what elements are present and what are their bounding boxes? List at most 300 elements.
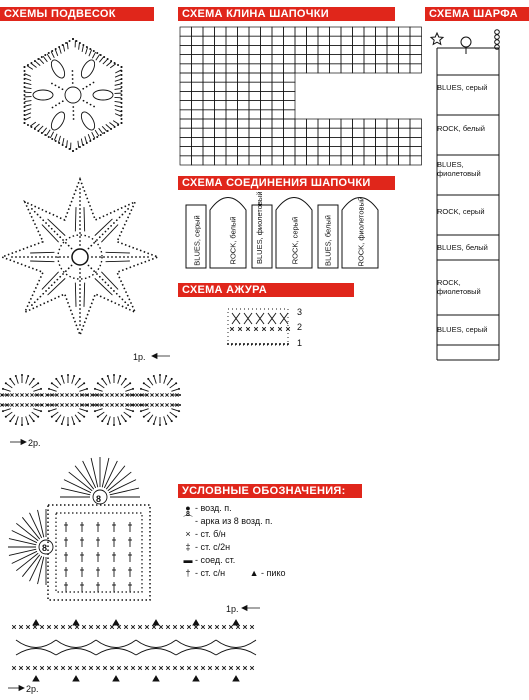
grid-cell [376, 64, 388, 73]
grid-cell [284, 137, 296, 146]
chain-dot [113, 222, 115, 224]
grid-cell [272, 36, 284, 45]
chain-dot [56, 233, 58, 235]
stitch-line [102, 379, 107, 385]
chain-dot [51, 256, 53, 258]
chain-dot [44, 134, 46, 136]
chain-dot [123, 256, 125, 258]
grid-cell [364, 45, 376, 54]
sc-cross [155, 403, 158, 406]
grid-cell [410, 147, 422, 156]
grid-cell [203, 45, 215, 54]
grid-cell [376, 147, 388, 156]
petal [49, 58, 68, 80]
grid-cell [226, 36, 238, 45]
star-outline [2, 179, 158, 335]
grid-cell [192, 36, 204, 45]
chain-dot [79, 204, 81, 206]
wave-arc [136, 640, 176, 648]
chain-dot [110, 225, 112, 227]
grid-cell [399, 137, 411, 146]
stitch-line [115, 84, 122, 86]
stitch-line [95, 409, 103, 411]
legend-row-arch: ⌒ - арка из 8 возд. п. [183, 516, 273, 527]
chain-dot [72, 38, 74, 40]
stitch-line [31, 63, 37, 67]
chain-dot [122, 299, 124, 301]
chain-dot [31, 304, 33, 306]
grid-cell [284, 27, 296, 36]
grid-cell [203, 82, 215, 91]
grid-cell [364, 55, 376, 64]
grid-cell [364, 137, 376, 146]
sc-cross [19, 625, 23, 629]
stitch-line [170, 383, 176, 388]
grid-cell [284, 128, 296, 137]
wave-arc [216, 640, 256, 648]
stitch-line [98, 412, 104, 417]
grid-cell [318, 128, 330, 137]
grid-cell [238, 27, 250, 36]
grid-cell [295, 156, 307, 165]
grid-cell [215, 119, 227, 128]
grid-cell [249, 147, 261, 156]
chain-dot [105, 231, 107, 233]
sc-cross [138, 625, 142, 629]
grid-cell [284, 156, 296, 165]
chain-dot [55, 140, 57, 142]
chain-dot [127, 208, 129, 210]
grid-cell [215, 55, 227, 64]
grid-cell [215, 128, 227, 137]
stitch-line [63, 45, 64, 52]
chain-dot [105, 282, 107, 284]
grid-cell [192, 82, 204, 91]
chain-dot [102, 233, 104, 235]
grid-cell [249, 156, 261, 165]
sc-cross [166, 625, 170, 629]
chain-dot [34, 211, 36, 213]
row-2-label-bottom: 2р. [26, 684, 39, 694]
chain-dot [88, 248, 90, 250]
sc-cross [26, 625, 30, 629]
stitch-line [25, 117, 31, 120]
sc-cross [208, 666, 212, 670]
stitch-line [88, 134, 91, 141]
grid-cell [180, 147, 192, 156]
chain-dot [107, 284, 109, 286]
sc-cross [117, 625, 121, 629]
stitch-line [6, 412, 12, 417]
chain-dot [48, 52, 50, 54]
grid-cell [364, 27, 376, 36]
grid-cell [226, 110, 238, 119]
grid-cell [410, 45, 422, 54]
grid-cell [192, 101, 204, 110]
grid-cell [203, 36, 215, 45]
petal [49, 110, 68, 132]
chain-dot [127, 256, 129, 258]
chain-dot [62, 239, 64, 241]
grid-cell [364, 119, 376, 128]
chain-dot [79, 200, 81, 202]
chain-dot [120, 98, 122, 100]
chain-dot [59, 236, 61, 238]
chain-dot [31, 208, 33, 210]
grid-cell [215, 101, 227, 110]
chain-dot [47, 256, 49, 258]
sc-cross [110, 393, 113, 396]
grid-cell [261, 73, 273, 82]
chain-dot [48, 287, 50, 289]
grid-cell [180, 128, 192, 137]
chain-dot [79, 224, 81, 226]
sc-cross [30, 403, 33, 406]
lace-row-1: 1 [297, 338, 303, 348]
chain-dot [56, 279, 58, 281]
chain-dot [31, 256, 33, 258]
stitch-line [25, 88, 32, 89]
petal [79, 110, 98, 132]
stitch-line [118, 416, 120, 424]
sc-cross [40, 666, 44, 670]
sc-cross [12, 625, 16, 629]
grid-cell [387, 137, 399, 146]
sc-cross [61, 666, 65, 670]
chain-dot [113, 290, 115, 292]
grid-cell [261, 82, 273, 91]
stitch-line [55, 49, 58, 56]
legend-row-tr: † - ст. с/н ▲ - пико [181, 567, 286, 580]
grid-cell [238, 73, 250, 82]
grid-cell [353, 27, 365, 36]
stitch-line [25, 101, 32, 102]
chain-dot [93, 82, 95, 84]
chain-dot [95, 256, 97, 258]
grid-cell [261, 55, 273, 64]
stitch-line [91, 458, 98, 487]
legend-row-dc: ‡ - ст. с/2н [181, 541, 286, 554]
grid-cell [261, 156, 273, 165]
grid-cell [307, 36, 319, 45]
chain-dot [45, 222, 47, 224]
chain-dot [79, 296, 81, 298]
grid-cell [307, 147, 319, 156]
chain-dot [62, 100, 64, 102]
grid-cell [387, 119, 399, 128]
sc-cross [26, 666, 30, 670]
stitch-line [58, 136, 60, 143]
stitch-line [115, 110, 122, 112]
grid-cell [261, 137, 273, 146]
sc-cross [61, 625, 65, 629]
stitch-line [124, 383, 130, 388]
grid-cell [261, 64, 273, 73]
sc-cross [96, 625, 100, 629]
sc-cross [135, 403, 138, 406]
wedge-header: СХЕМА КЛИНА ШАПОЧКИ [178, 7, 395, 21]
chain-dot [119, 256, 121, 258]
stitch-line [110, 488, 139, 495]
wave-arc [16, 640, 56, 648]
grid-cell [364, 147, 376, 156]
legend-header: УСЛОВНЫЕ ОБОЗНАЧЕНИЯ: [178, 484, 362, 498]
stitch-line [35, 61, 40, 66]
chain-dot [63, 256, 65, 258]
stitch-line [52, 383, 58, 388]
sc-cross [10, 393, 13, 396]
chain-dot [68, 267, 70, 269]
sc-cross [166, 666, 170, 670]
grid-cell [410, 64, 422, 73]
grid-cell [203, 55, 215, 64]
sc-cross [138, 666, 142, 670]
grid-cell [226, 64, 238, 73]
sc-cross [54, 625, 58, 629]
grid-cell [272, 64, 284, 73]
hat-segment-label: ROCK, белый [228, 216, 238, 265]
lace-box [228, 309, 288, 345]
stitch-line [141, 409, 149, 411]
hat-segment-label: BLUES, белый [323, 215, 333, 266]
chain-dot [79, 146, 81, 148]
grid-cell [180, 45, 192, 54]
row-1-arrow-bottom-head [242, 606, 247, 611]
grid-cell [318, 36, 330, 45]
grid-cell [318, 156, 330, 165]
stitch-line [43, 56, 47, 62]
stitch-line [9, 549, 36, 555]
sc-cross [250, 625, 254, 629]
stitch-line [84, 207, 85, 231]
sc-cross [222, 666, 226, 670]
chain-dot [24, 90, 26, 92]
chain-dot [79, 304, 81, 306]
stitch-line [33, 389, 41, 391]
stitch-line [42, 128, 46, 133]
picot-mark [113, 676, 119, 681]
sc-cross [187, 625, 191, 629]
chain-dot [37, 299, 39, 301]
sc-cross [262, 327, 266, 331]
chain-dot [65, 270, 67, 272]
chain-dot [39, 256, 41, 258]
stitch-line [79, 409, 87, 411]
chain-dot [147, 256, 149, 258]
sc-cross [75, 625, 79, 629]
stitch-line [25, 109, 32, 111]
grid-cell [376, 36, 388, 45]
sc-cross [65, 403, 68, 406]
stitch-line [98, 383, 104, 388]
chain-dot [120, 118, 122, 120]
chain-dot [19, 256, 21, 258]
grid-cell [295, 128, 307, 137]
chain-dot [107, 256, 109, 258]
stitch-line [102, 458, 109, 487]
scarf-end-circle [461, 37, 471, 47]
grid-cell [192, 147, 204, 156]
chain-dot [35, 256, 37, 258]
grid-cell [295, 27, 307, 36]
grid-cell [238, 45, 250, 54]
chain-dot [54, 282, 56, 284]
grid-cell [226, 82, 238, 91]
grid-cell [399, 64, 411, 73]
grid-cell [192, 119, 204, 128]
stitch-line [115, 101, 122, 102]
chain-dot [122, 214, 124, 216]
chain-dot [72, 106, 74, 108]
grid-cell [399, 156, 411, 165]
grid-cell [261, 45, 273, 54]
grid-cell [215, 45, 227, 54]
grid-cell [272, 137, 284, 146]
slip-stitch-icon: ▬ [183, 555, 193, 565]
grid-cell [307, 137, 319, 146]
stitch-line [125, 389, 133, 391]
sc-cross [229, 625, 233, 629]
grid-cell [180, 101, 192, 110]
chain-dot [120, 86, 122, 88]
wave-arc [56, 649, 96, 656]
grid-cell [272, 156, 284, 165]
stitch-line [61, 488, 90, 495]
grid-cell [330, 36, 342, 45]
grid-cell [387, 36, 399, 45]
chain-dot [79, 228, 81, 230]
grid-cell [226, 91, 238, 100]
stitch-line [81, 139, 82, 146]
stitch-line [67, 140, 68, 147]
stitch-line [85, 136, 87, 143]
grid-cell [307, 55, 319, 64]
sc-cross [243, 666, 247, 670]
chain-dot [51, 284, 53, 286]
sc-cross [180, 625, 184, 629]
sc-cross [135, 393, 138, 396]
row-1-arrow-top-head [152, 354, 157, 359]
stitch-line [125, 409, 133, 411]
grid-cell [364, 128, 376, 137]
grid-cell [238, 110, 250, 119]
grid-cell [226, 27, 238, 36]
stitch-line [16, 416, 18, 424]
sc-cross [243, 625, 247, 629]
stitch-line [10, 415, 15, 421]
stitch-line [30, 252, 54, 253]
sc-cross [115, 403, 118, 406]
chain-dot [55, 256, 57, 258]
sc-cross [194, 666, 198, 670]
grid-cell [284, 119, 296, 128]
grid-cell [272, 91, 284, 100]
grid-cell [249, 91, 261, 100]
stitch-line [96, 54, 100, 60]
sc-cross [201, 666, 205, 670]
stitch-line [32, 383, 38, 388]
grid-cell [376, 128, 388, 137]
grid-cell [180, 110, 192, 119]
grid-cell [330, 156, 342, 165]
chain-dot [69, 40, 71, 42]
grid-cell [192, 110, 204, 119]
stitch-line [52, 412, 58, 417]
chain-dot [143, 256, 145, 258]
grid-cell [180, 55, 192, 64]
grid-cell [226, 73, 238, 82]
sc-cross [215, 666, 219, 670]
grid-cell [261, 147, 273, 156]
chain-dot [91, 256, 93, 258]
grid-cell [410, 36, 422, 45]
scarf-segment-label: BLUES, фиолетовый [437, 160, 481, 178]
grid-cell [284, 82, 296, 91]
grid-cell [341, 147, 353, 156]
grid-cell [238, 156, 250, 165]
sc-cross [82, 666, 86, 670]
stitch-line [170, 412, 176, 417]
stitch-line [26, 376, 28, 384]
stitch-line [171, 389, 179, 391]
grid-cell [387, 55, 399, 64]
stitch-line [110, 64, 116, 68]
scarf-end-bead [495, 40, 500, 45]
grid-cell [249, 128, 261, 137]
grid-cell [249, 64, 261, 73]
stitch-line [103, 59, 108, 64]
chain-dot [79, 268, 81, 270]
stitch-line [51, 52, 54, 58]
sc-cross [131, 666, 135, 670]
chain-dot [24, 102, 26, 104]
chain-dot [99, 236, 101, 238]
stitch-line [144, 383, 150, 388]
grid-cell [318, 55, 330, 64]
arch-icon: ⌒ [183, 516, 193, 527]
grid-cell [249, 55, 261, 64]
scarf-end-bead [495, 30, 500, 35]
stitch-line [89, 50, 92, 56]
grid-cell [364, 36, 376, 45]
sc-cross [180, 666, 184, 670]
grid-cell [330, 45, 342, 54]
chain-dot [116, 293, 118, 295]
chain-dot [120, 122, 122, 124]
stitch-line [115, 79, 122, 81]
square-outline [48, 505, 150, 600]
sc-cross [82, 625, 86, 629]
grid-cell [192, 64, 204, 73]
grid-cell [410, 137, 422, 146]
stitch-line [102, 415, 107, 421]
grid-cell [318, 119, 330, 128]
wave-arc [176, 640, 216, 648]
chain-dot [65, 42, 67, 44]
chain-dot [119, 217, 121, 219]
grid-cell [226, 156, 238, 165]
chain-dot [62, 273, 64, 275]
picot-mark [73, 620, 79, 625]
grid-cell [261, 36, 273, 45]
sc-cross [10, 403, 13, 406]
chain-dot [110, 287, 112, 289]
sc-cross [110, 625, 114, 629]
sc-cross [89, 625, 93, 629]
square-arch-number-top: 8 [96, 494, 102, 504]
stitch-line [154, 376, 156, 384]
stitch-line [72, 376, 74, 384]
